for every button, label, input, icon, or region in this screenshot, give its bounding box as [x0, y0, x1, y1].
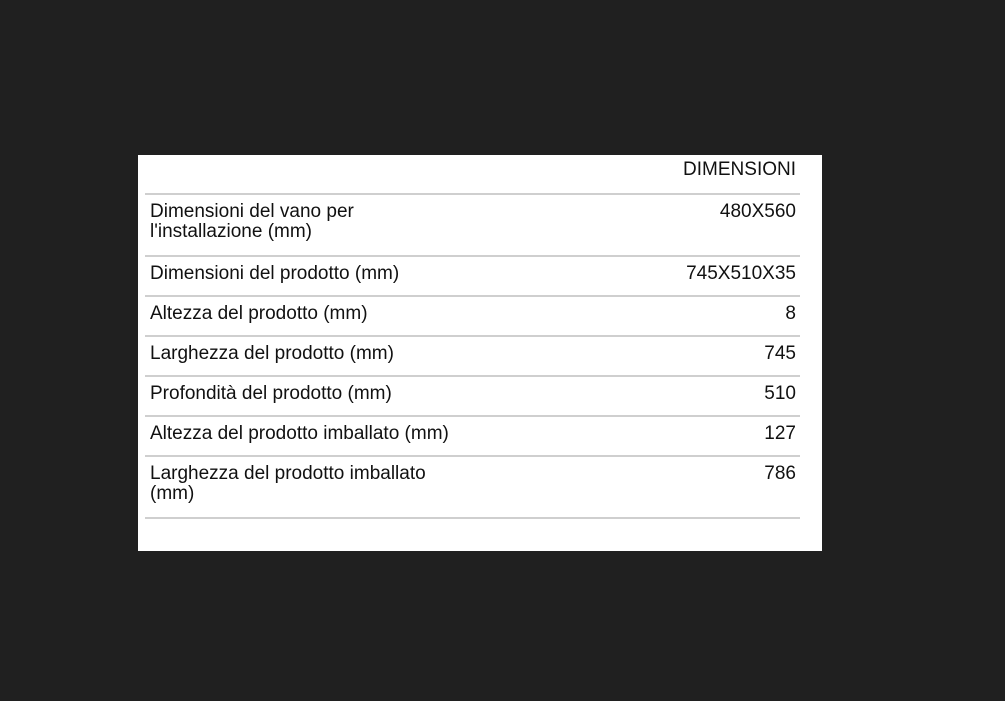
table-row — [145, 416, 800, 456]
header-label-cell — [145, 155, 472, 194]
specs-panel — [138, 155, 822, 551]
row-value: 745 — [472, 336, 800, 376]
row-value: 745X510X35 — [472, 256, 800, 296]
row-label: Dimensioni del prodotto (mm) — [145, 256, 472, 296]
table-row — [145, 336, 800, 376]
row-value: 510 — [472, 376, 800, 416]
table-header-row — [145, 155, 800, 194]
table-row — [145, 194, 800, 256]
row-value: 8 — [472, 296, 800, 336]
row-value: 127 — [472, 416, 800, 456]
row-label: Altezza del prodotto imballato (mm) — [145, 416, 472, 456]
row-label: Larghezza del prodotto (mm) — [145, 336, 472, 376]
table-row — [145, 376, 800, 416]
table-row — [145, 256, 800, 296]
row-label: Profondità del prodotto (mm) — [145, 376, 472, 416]
header-dimensions: DIMENSIONI — [472, 155, 800, 194]
row-label: Larghezza del prodotto imballato (mm) — [145, 456, 472, 518]
dimensions-table — [145, 155, 800, 519]
row-value: 480X560 — [472, 194, 800, 256]
table-row — [145, 296, 800, 336]
row-value: 786 — [472, 456, 800, 518]
table-row — [145, 456, 800, 518]
row-label: Altezza del prodotto (mm) — [145, 296, 472, 336]
row-label: Dimensioni del vano per l'installazione (mm) — [145, 194, 472, 256]
